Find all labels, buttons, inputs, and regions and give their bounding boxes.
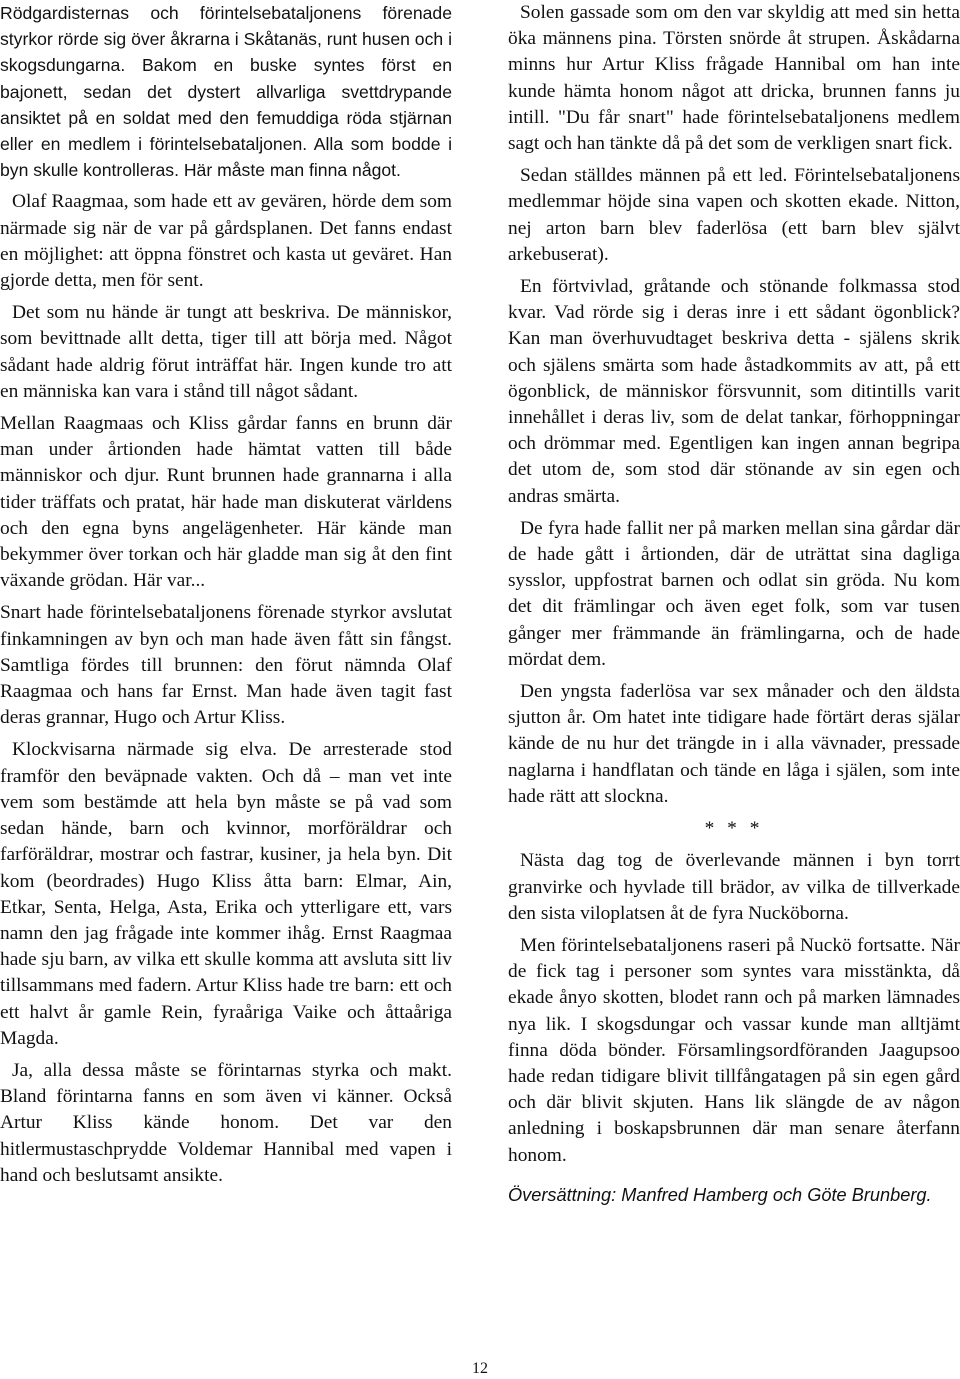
paragraph: Rödgardisternas och förintelsebataljonens förenade styrkor rörde sig över åkrarna i Skåtanäs, runt husen och i skogsdungarna. Bakom en buske syntes först en bajonett, sedan det dystert allvarliga svettdrypande ansiktet på en soldat med den femuddiga röda stjärnan eller en medlem i förintelsebataljonen. Alla som bodde i byn skulle kontrolleras. Här måste man finna något. <box>0 3 452 181</box>
paragraph: De fyra hade fallit ner på marken mellan sina gårdar där de hade gått i årtionden, där de uträttat sina dagliga sysslor, uppfostrat barnen och odlat sin gröda. Nu kom det dit främlingar och även eget folk, som var tusen gånger mer främmande än främlingarna, och de hade mördat dem. <box>508 517 960 670</box>
translation-credit: Översättning: Manfred Hamberg och Göte Brunberg. <box>508 1184 932 1205</box>
section-break: * * * <box>704 818 764 840</box>
paragraph: Snart hade förintelsebataljonens förenade styrkor avslutat finkamningen av byn och man hade även fått sin fångst. Samtliga fördes till brunnen: den förut nämnda Olaf Raagmaa och hans far Ernst. Man hade även tagit fast deras grannar, Hugo och Artur Kliss. <box>0 602 452 729</box>
paragraph: Den yngsta faderlösa var sex månader och den äldsta sjutton år. Om hatet inte tidigare hade förtärt deras själar kände de nu hur det trängde in i alla vävnader, pressade naglarna i handflatan och tände en låga i själen, som inte hade rätt att slockna. <box>508 681 960 807</box>
paragraph: Olaf Raagmaa, som hade ett av gevären, hörde dem som närmade sig när de var på gårdsplanen. Det fanns endast en möjlighet: att öppna fönstret och kasta ut geväret. Han gjorde detta, men för sent. <box>0 191 452 292</box>
paragraph: Solen gassade som om den var skyldig att med sin hetta öka männens pina. Törsten snörde åt strupen. Åskådarna minns hur Artur Kliss frågade Hannibal om han inte kunde hämta honom något att dricka, brunnen fanns ju intill. "Du får snart" hade förintelsebataljonens medlem sagt och han tänkte då på det som de verkligen snart fick. <box>508 2 960 155</box>
paragraph: Sedan ställdes männen på ett led. Förintelsebataljonens medlemmar höjde sina vapen och skotten ekade. Nitton, nej arton barn blev faderlösa (ett barn blev självt arkebuserat). <box>508 165 960 265</box>
page-number: 12 <box>472 1360 488 1377</box>
left-column <box>0 0 452 1195</box>
paragraph: Nästa dag tog de överlevande männen i byn torrt granvirke och hyvlade till brädor, av vilka de tillverkade den sista viloplatsen åt de fyra Nucköborna. <box>508 850 960 924</box>
paragraph: En förtvivlad, gråtande och stönande folkmassa stod kvar. Vad rörde sig i deras inre i ett sådant ögonblick? Kan man överhuvudtaget beskriva detta - själens skrik och själens smärta som hade åstadkommits av att, på ett ögonblick, de människor försvunnit, som ditintills varit innehållet i deras liv, som de delat tankar, förhoppningar och drömmar med. Egentligen kan ingen annan begripa det utom de, som stod där stönande av sin egen och andras smärta. <box>508 276 960 507</box>
right-column <box>508 0 960 1226</box>
paragraph: Ja, alla dessa måste se förintarnas styrka och makt. Bland förintarna fanns en som även vi känner. Också Artur Kliss kände honom. Det var den hitlermustaschprydde Voldemar Hannibal med vapen i hand och beslutsamt ansikte. <box>0 1059 452 1186</box>
paragraph: Det som nu hände är tungt att beskriva. De människor, som bevittnade allt detta, tiger till att börja med. Något sådant hade aldrig förut inträffat här. Ingen kunde tro att en människa kan vara i stånd till något sådant. <box>0 302 452 402</box>
paragraph: Mellan Raagmaas och Kliss gårdar fanns en brunn där man under årtionden hade hämtat vatten till både människor och djur. Runt brunnen hade grannarna i alla tider träffats och pratat, här hade man diskuterat världens och den egna byns angelägenheter. Här kände man bekymmer över torkan och här gladde man sig åt den fint växande grödan. Här var... <box>0 413 452 592</box>
paragraph: Klockvisarna närmade sig elva. De arresterade stod framför den beväpnade vakten. Och då – man vet inte vem som bestämde att hela byn måste se på vad som sedan hände, barn och kvinnor, morföräldrar och farföräldrar, mostrar och fastrar, kusiner, ja hela byn. Dit kom (beordrades) Hugo Kliss åtta barn: Elmar, Ain, Etkar, Senta, Helga, Asta, Erika och ytterligare ett, vars namn den jag frågade inte kommer ihåg. Ernst Raagmaa hade sju barn, av vilka ett skulle komma att avsluta sitt liv tillsammans med fadern. Artur Kliss hade tre barn: ett och ett halvt år gamle Rein, fyraåriga Vaike och åttaåriga Magda. <box>0 739 452 1049</box>
paragraph: Men förintelsebataljonens raseri på Nuckö fortsatte. När de fick tag i personer som syntes vara misstänkta, då ekade ånyo skotten, blodet rann och på marken lämnades nya lik. I skogsdungar och vassar kunde man alltjämt finna döda bönder. Församlingsordföranden Jaagupsoo hade redan tidigare blivit tillfångatagen på sin egen gård och där blivit skjuten. Hans lik slängde de av någon anledning i boskapsbrunnen där man senare återfann honom. <box>508 934 960 1166</box>
